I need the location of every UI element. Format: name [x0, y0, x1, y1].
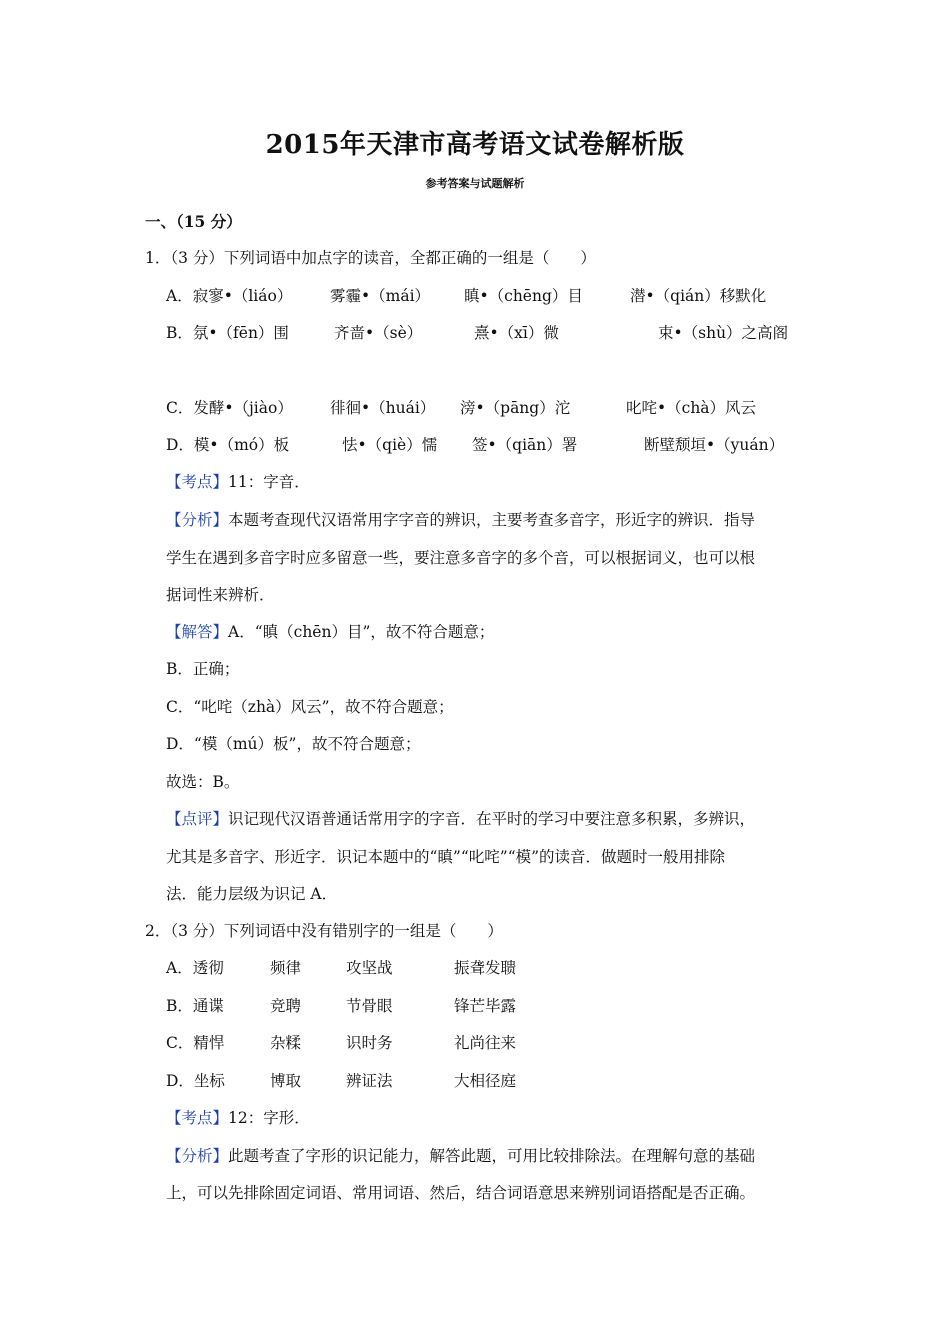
option-cell: B．通谍: [166, 997, 224, 1015]
option-cell: A．透彻: [166, 959, 224, 977]
fenxi-line: [166, 1146, 755, 1166]
jieda-line: D．“模（mú）板”，故不符合题意；: [166, 735, 421, 753]
option-cell: D．模•（mó）板: [166, 436, 290, 454]
fenxi-line: 上，可以先排除固定词语、常用词语、然后，结合词语意思来辨别词语搭配是否正确。: [166, 1184, 756, 1202]
option-cell: 节骨眼: [346, 997, 393, 1015]
kaodian-tag: 【考点】: [166, 1109, 229, 1127]
question-1-stem: 1．（3 分）下列词语中加点字的读音，全都正确的一组是（ ）: [145, 249, 596, 267]
option-cell: 锋芒毕露: [454, 997, 517, 1015]
jieda-line: B．正确；: [166, 660, 240, 678]
fenxi-text: 此题考查了字形的识记能力，解答此题，可用比较排除法。在理解句意的基础: [228, 1147, 756, 1165]
jieda-line: 故选：B。: [166, 773, 240, 791]
fenxi-tag: 【分析】: [166, 511, 229, 529]
option-cell: 杂糅: [270, 1034, 302, 1052]
fenxi-line: 据词性来辨析．: [166, 586, 275, 604]
option-cell: 辨证法: [346, 1072, 393, 1090]
dianping-line: 尤其是多音字、形近字．识记本题中的“瞋”“叱咤”“模”的读音．做题时一般用排除: [166, 848, 726, 866]
option-cell: 齐啬•（sè）: [334, 324, 423, 342]
dianping-text: 识记现代汉语普通话常用字的字音．在平时的学习中要注意多积累，多辨识，: [228, 810, 756, 828]
option-cell: 潜•（qián）移默化: [630, 287, 767, 305]
option-cell: 大相径庭: [454, 1072, 517, 1090]
kaodian-tag: 【考点】: [166, 473, 229, 491]
fenxi-line: [166, 510, 755, 530]
kaodian-text: 12：字形．: [228, 1109, 310, 1127]
fenxi-text: 本题考查现代汉语常用字字音的辨识，主要考查多音字，形近字的辨识．指导: [228, 511, 756, 529]
option-cell: 徘徊•（huái）: [330, 399, 436, 417]
option-cell: 雾霾•（mái）: [330, 287, 431, 305]
option-cell: D．坐标: [166, 1072, 225, 1090]
jieda-text: A．“瞋（chēn）目”，故不符合题意；: [228, 623, 495, 641]
option-cell: 滂•（pāng）沱: [460, 399, 571, 417]
option-cell: C．发酵•（jiào）: [166, 399, 293, 417]
fenxi-line: 学生在遇到多音字时应多留意一些，要注意多音字的多个音，可以根据词义，也可以根: [166, 549, 756, 567]
option-cell: 断壁颓垣•（yuán）: [644, 436, 785, 454]
kaodian-block: [166, 472, 310, 492]
dianping-line: 法．能力层级为识记 A．: [166, 885, 338, 903]
option-cell: 束•（shù）之高阁: [658, 324, 789, 342]
option-cell: 博取: [270, 1072, 302, 1090]
option-cell: A．寂寥•（liáo）: [166, 287, 293, 305]
document-title: 2015年天津市高考语文试卷解析版: [265, 130, 685, 160]
kaodian-block: [166, 1108, 310, 1128]
option-cell: 签•（qiān）署: [472, 436, 578, 454]
kaodian-text: 11：字音．: [228, 473, 310, 491]
option-cell: 竞聘: [270, 997, 302, 1015]
option-cell: 振聋发聩: [454, 959, 517, 977]
option-cell: 瞋•（chēng）目: [464, 287, 583, 305]
jieda-tag: 【解答】: [166, 623, 229, 641]
dianping-tag: 【点评】: [166, 810, 229, 828]
document-subtitle: 参考答案与试题解析: [425, 177, 525, 190]
section-heading: 一、（15 分）: [145, 212, 242, 231]
option-cell: 礼尚往来: [454, 1034, 517, 1052]
option-cell: 怯•（qiè）懦: [342, 436, 438, 454]
option-cell: B．氛•（fēn）围: [166, 324, 289, 342]
option-cell: C．精悍: [166, 1034, 225, 1052]
dianping-line: [166, 809, 755, 829]
option-cell: 频律: [270, 959, 302, 977]
option-cell: 识时务: [346, 1034, 393, 1052]
option-cell: 熹•（xī）微: [474, 324, 559, 342]
fenxi-tag: 【分析】: [166, 1147, 229, 1165]
question-2-stem: 2．（3 分）下列词语中没有错别字的一组是（ ）: [145, 922, 503, 940]
jieda-line: C．“叱咤（zhà）风云”，故不符合题意；: [166, 698, 454, 716]
option-cell: 叱咤•（chà）风云: [626, 399, 757, 417]
jieda-line: [166, 622, 494, 642]
option-cell: 攻坚战: [346, 959, 393, 977]
